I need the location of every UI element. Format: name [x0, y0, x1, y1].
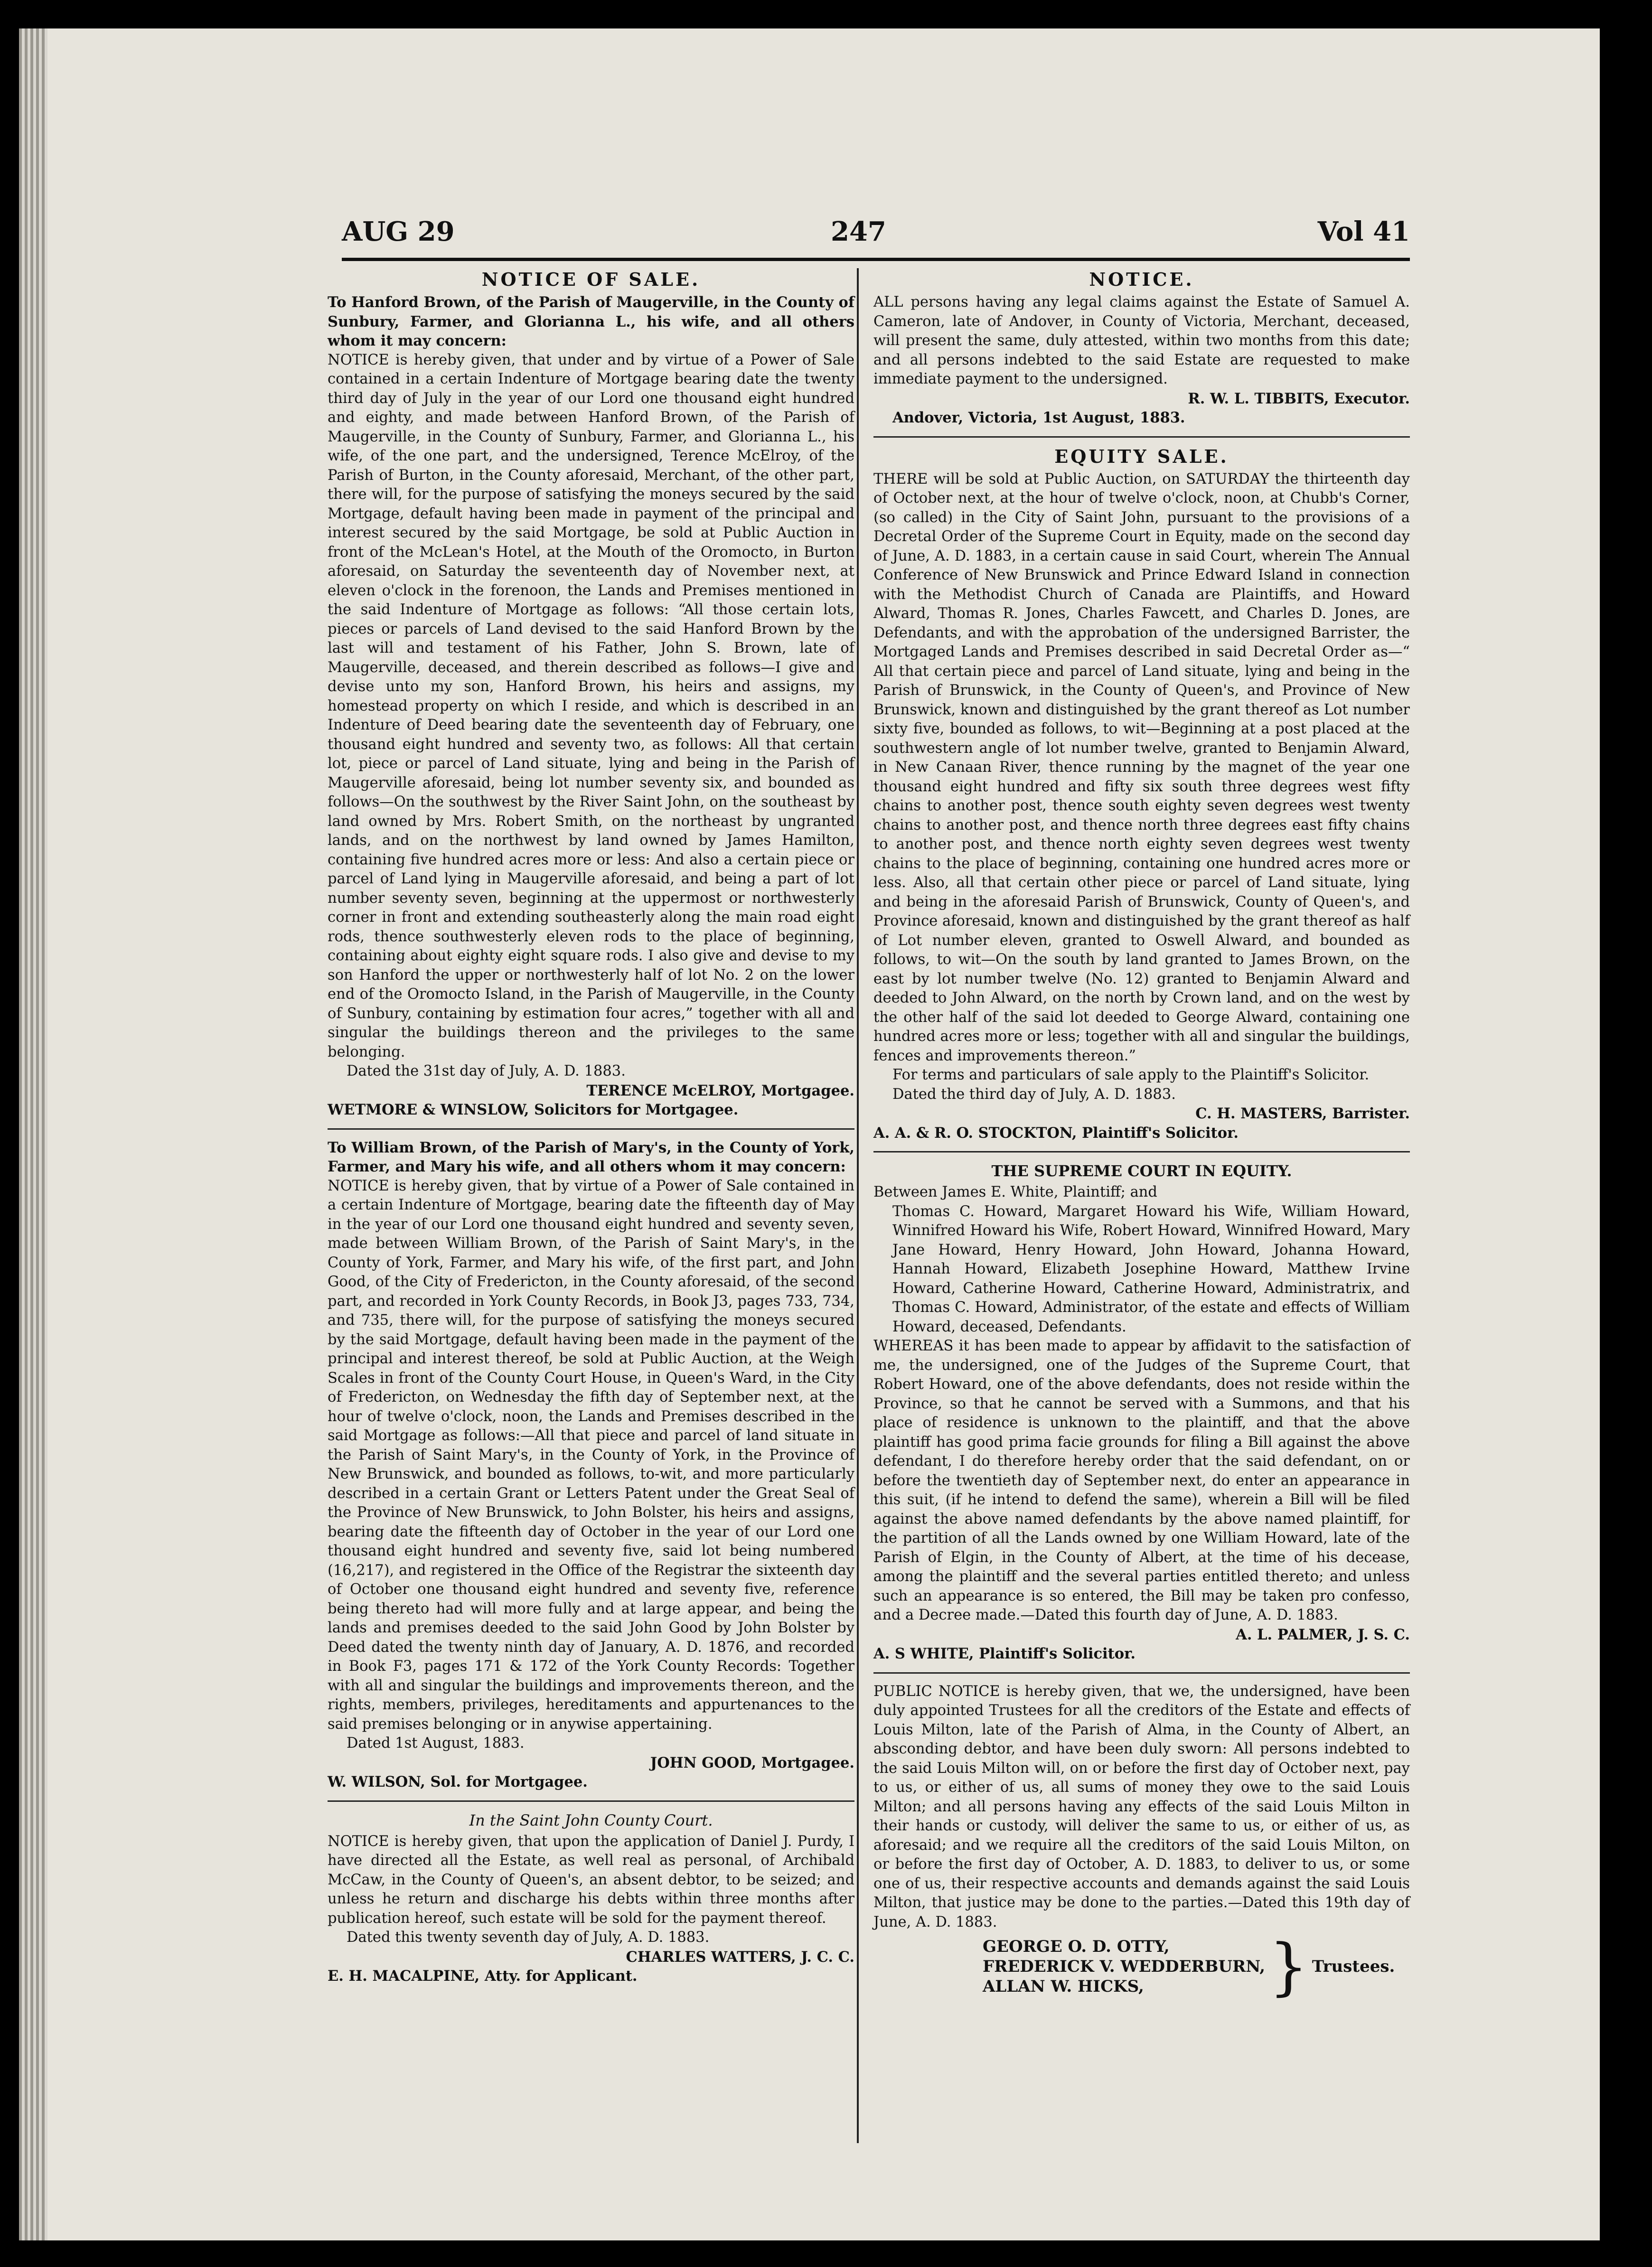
separator — [873, 1151, 1410, 1152]
header-rule — [342, 258, 1410, 261]
public-notice-body: PUBLIC NOTICE is hereby given, that we, the undersigned, have been duly appointed Trustees for all the creditors of the Estate and effects of Louis Milton, late of the Parish of Alma, in the County of Albert, an absconding debtor, and have been duly sworn: All persons indebted to the said Louis Milton will, on or before the first day of October next, pay to us, or either of us, all sums of money they owe to the said Louis Milton; and all persons having any effects of the said Louis Milton in their hands or custody, will deliver the same to us, or either of us, as aforesaid; and we require all the creditors of the said Louis Milton, on or before the first day of October, A. D. 1883, to deliver to us, or some one of us, their respective accounts and demands against the said Louis Milton, that justice may be done to the parties.—Dated this 19th day of June, A. D. 1883. — [873, 1683, 1410, 1930]
court-dated: Dated this twenty seventh day of July, A. D. 1883. — [347, 1929, 710, 1946]
equity-body: THERE will be sold at Public Auction, on SATURDAY the thirteenth day of October next, at the hour of twelve o'clock, noon, at Chubb's Corner, (so called) in the City of Saint John, pursuant to the provisions of a Decretal Order of the Supreme Court in Equity, made on the second day of June, A. D. 1883, in a certain cause in said Court, wherein The Annual Conference of New Brunswick and Prince Edward Island in connection with the Methodist Church of Canada are Plaintiffs, and Howard Alward, Thomas R. Jones, Charles Fawcett, and Charles D. Jones, are Defendants, and with the approbation of the undersigned Barrister, the Mortgaged Lands and Premises described in said Decretal Order as—“ All that certain piece and parcel of Land situate, lying and being in the Parish of Brunswick, in the County of Queen's, and Province of New Brunswick, known and distinguished by the grant thereof as Lot number sixty five, bounded as follows, to wit—Beginning at a post placed at the southwestern angle of lot number twelve, granted to Benjamin Alward, in New Canaan River, thence running by the magnet of the year one thousand eight hundred and fifty six south three degrees west fifty chains to another post, thence south eighty seven degrees west twenty chains to another post, and thence north three degrees east fifty chains to another post, and thence north eighty seven degrees west twenty chains to the place of beginning, containing one hundred acres more or less. Also, all that certain other piece or parcel of Land situate, lying and being in the aforesaid Parish of Brunswick, County of Queen's, and Province aforesaid, known and distinguished by the grant thereof as half of Lot number eleven, granted to Oswell Alward, and bounded as follows, to wit—On the south by land granted to James Brown, on the east by lot number twelve (No. 12) granted to Benjamin Alward and deeded to John Alward, on the north by Crown land, and on the west by the other half of the said lot deeded to George Alward, containing one hundred acres more or less; together with all and singular the buildings, fences and improvements thereon.” — [873, 470, 1410, 1064]
sale-body: NOTICE is hereby given, that under and by virtue of a Power of Sale contained in a certain Indenture of Mortgage bearing date the twenty third day of July in the year of our Lord one thousand eight hundred and eighty, and made between Hanford Brown, of the Parish of Maugerville, in the County of Sunbury, Farmer, and Glorianna L., his wife, of the one part, and the undersigned, Terence McElroy, of the Parish of Burton, in the County aforesaid, Merchant, of the other part, there will, for the purpose of satisfying the moneys secured by the said Mortgage, default having been made in payment of the principal and interest secured by the said Mortgage, be sold at Public Auction in front of the McLean's Hotel, at the Mouth of the Oromocto, in Burton aforesaid, on Saturday the seventeenth day of November next, at eleven o'clock in the forenoon, the Lands and Premises mentioned in the said Indenture of Mortgage as follows: “All those certain lots, pieces or parcels of Land devised to the said Hanford Brown by the last will and testament of his Father, John S. Brown, late of Maugerville, deceased, and therein described as follows—I give and devise unto my son, Hanford Brown, his heirs and assigns, my homestead property on which I reside, and which is described in an Indenture of Deed bearing date the seventeenth day of February, one thousand eight hundred and seventy two, as follows: All that certain lot, piece or parcel of Land situate, lying and being in the Parish of Maugerville aforesaid, being lot number seventy six, and bounded as follows—On the southwest by the River Saint John, on the southeast by land owned by Mrs. Robert Smith, on the northeast by ungranted lands, and on the northwest by land owned by James Hamilton, containing five hundred acres more or less: And also a certain piece or parcel of Land lying in Maugerville aforesaid, and being a part of lot number seventy seven, beginning at the uppermost or northwesterly corner in front and extending southeasterly along the main road eight rods, thence southwesterly eleven rods to the place of beginning, containing about eighty eight square rods. I also give and devise to my son Hanford the upper or northwesterly half of lot No. 2 on the lower end of the Oromocto Island, in the Parish of Maugerville, in the County of Sunbury, containing by estimation four acres,” together with all and singular the buildings thereon and the privileges to the same belonging. — [328, 351, 854, 1060]
trustee-name: ALLAN W. HICKS, — [983, 1977, 1144, 1996]
trustee-name: FREDERICK V. WEDDERBURN, — [983, 1957, 1266, 1976]
header-volume: Vol 41 — [1317, 216, 1410, 247]
brace-glyph: } — [1269, 1930, 1308, 2003]
equity-dated: Dated the third day of July, A. D. 1883. — [892, 1086, 1176, 1103]
equity-solicitor: A. A. & R. O. STOCKTON, Plaintiff's Solicitor. — [873, 1124, 1239, 1142]
newspaper-page — [19, 28, 1600, 2240]
supreme-title: THE SUPREME COURT IN EQUITY. — [991, 1162, 1292, 1180]
brown-signature: JOHN GOOD, Mortgagee. — [650, 1754, 854, 1771]
brown-address: To William Brown, of the Parish of Mary's, in the County of York, Farmer, and Mary his wife, and all others whom it may concern: — [328, 1139, 854, 1175]
court-title: In the Saint John County Court. — [469, 1811, 713, 1829]
trustees-block — [873, 1930, 1410, 2003]
page-header — [342, 216, 1410, 249]
supreme-parties: Thomas C. Howard, Margaret Howard his Wife, William Howard, Winnifred Howard his Wife, Robert Howard, Winnifred Howard, Mary Jane Howard, Henry Howard, John Howard, Johanna Howard, Hannah Howard, Elizabeth Josephine Howard, Matthew Irvine Howard, Catherine Howard, Catherine Howard, Administratrix, and Thomas C. Howard, Administrator, of the estate and effects of William Howard, deceased, Defendants. — [892, 1203, 1410, 1335]
court-body: NOTICE is hereby given, that upon the application of Daniel J. Purdy, I have directed all the Estate, as well real as personal, of Archibald McCaw, in the County of Queen's, an absent debtor, to be seized; and unless he return and discharge his debts within three months after publication hereof, such estate will be sold for the payment thereof. — [328, 1833, 854, 1927]
header-date: AUG 29 — [342, 216, 455, 247]
supreme-body: WHEREAS it has been made to appear by affidavit to the satisfaction of me, the undersigned, one of the Judges of the Supreme Court, that Robert Howard, one of the above defendants, does not reside within the Province, so that he cannot be served with a Summons, and that his place of residence is unknown to the plaintiff, and that the above plaintiff has good prima facie grounds for filing a Bill against the above defendant, I do therefore hereby order that the said defendant, on or before the twentieth day of September next, do enter an appearance in this suit, (if he intend to defend the same), wherein a Bill will be filed against the above named defendants by the above named plaintiff, for the partition of all the Lands owned by one William Howard, late of the Parish of Elgin, in the County of Albert, at the time of his decease, among the plaintiff and the several parties entitled thereto; and unless such an appearance is so entered, the Bill may be taken pro confesso, and a Decree made.—Dated this fourth day of June, A. D. 1883. — [873, 1338, 1410, 1623]
notice-place: Andover, Victoria, 1st August, 1883. — [892, 409, 1185, 426]
trustee-name: GEORGE O. D. OTTY, — [983, 1937, 1170, 1956]
header-page-number: 247 — [831, 216, 886, 247]
separator — [873, 436, 1410, 438]
sale-dated: Dated the 31st day of July, A. D. 1883. — [347, 1063, 626, 1079]
equity-terms: For terms and particulars of sale apply to the Plaintiff's Solicitor. — [892, 1067, 1370, 1083]
supreme-solicitor: A. S WHITE, Plaintiff's Solicitor. — [873, 1645, 1136, 1662]
separator — [873, 1672, 1410, 1674]
trustees-label: Trustees. — [1312, 1957, 1395, 1976]
trustee-names — [983, 1937, 1265, 1996]
separator — [328, 1800, 854, 1802]
supreme-between: Between James E. White, Plaintiff; and — [873, 1184, 1157, 1200]
equity-signature: C. H. MASTERS, Barrister. — [1195, 1105, 1410, 1122]
brown-solicitor: W. WILSON, Sol. for Mortgagee. — [328, 1773, 588, 1790]
sale-title: NOTICE OF SALE. — [481, 269, 701, 290]
column-divider — [857, 268, 859, 2143]
sale-solicitor: WETMORE & WINSLOW, Solicitors for Mortgagee. — [328, 1101, 739, 1118]
left-column — [328, 268, 854, 1986]
notice-title: NOTICE. — [1089, 269, 1194, 290]
supreme-signature: A. L. PALMER, J. S. C. — [1236, 1626, 1410, 1643]
sale-signature: TERENCE McELROY, Mortgagee. — [586, 1082, 854, 1099]
right-column — [873, 268, 1410, 2003]
equity-title: EQUITY SALE. — [1054, 445, 1229, 467]
brown-dated: Dated 1st August, 1883. — [347, 1735, 525, 1752]
court-attorney: E. H. MACALPINE, Atty. for Applicant. — [328, 1967, 638, 1985]
notice-body: ALL persons having any legal claims against the Estate of Samuel A. Cameron, late of Andover, in County of Victoria, Merchant, deceased, will present the same, duly attested, within two months from this date; and all persons indebted to the said Estate are requested to make immediate payment to the undersigned. — [873, 294, 1410, 387]
page-edges — [19, 28, 47, 2240]
sale-address: To Hanford Brown, of the Parish of Maugerville, in the County of Sunbury, Farmer, and Glorianna L., his wife, and all others whom it may concern: — [328, 294, 854, 349]
notice-signature: R. W. L. TIBBITS, Executor. — [1188, 390, 1410, 407]
brown-body: NOTICE is hereby given, that by virtue of a Power of Sale contained in a certain Indenture of Mortgage, bearing date the fifteenth day of May in the year of our Lord one thousand eight hundred and seventy seven, made between William Brown, of the Parish of Saint Mary's, in the County of York, Farmer, and Mary his wife, of the first part, and John Good, of the City of Fredericton, in the County aforesaid, of the second part, and recorded in York County Records, in Book J3, pages 733, 734, and 735, there will, for the purpose of satisfying the moneys secured by the said Mortgage, default having been made in the payment of the principal and interest thereof, be sold at Public Auction, at the Weigh Scales in front of the County Court House, in Queen's Ward, in the City of Fredericton, on Wednesday the fifth day of September next, at the hour of twelve o'clock, noon, the Lands and Premises described in the said Mortgage as follows:—All that piece and parcel of land situate in the Parish of Saint Mary's, in the County of York, in the Province of New Brunswick, and bounded as follows, to-wit, and more particularly described in a certain Grant or Letters Patent under the Great Seal of the Province of New Brunswick, to John Bolster, his heirs and assigns, bearing date the fifteenth day of October in the year of our Lord one thousand eight hundred and seventy five, said lot being numbered (16,217), and registered in the Office of the Registrar the sixteenth day of October one thousand eight hundred and seventy five, reference being thereto had will more fully and at large appear, and being the lands and premises deeded to the said John Good by John Bolster by Deed dated the twenty ninth day of January, A. D. 1876, and recorded in Book F3, pages 171 & 172 of the York County Records: Together with all and singular the buildings and improvements thereon, and the rights, members, privileges, hereditaments and appurtenances to the said premises belonging or in anywise appertaining. — [328, 1177, 854, 1733]
separator — [328, 1128, 854, 1130]
court-signature: CHARLES WATTERS, J. C. C. — [626, 1948, 854, 1966]
